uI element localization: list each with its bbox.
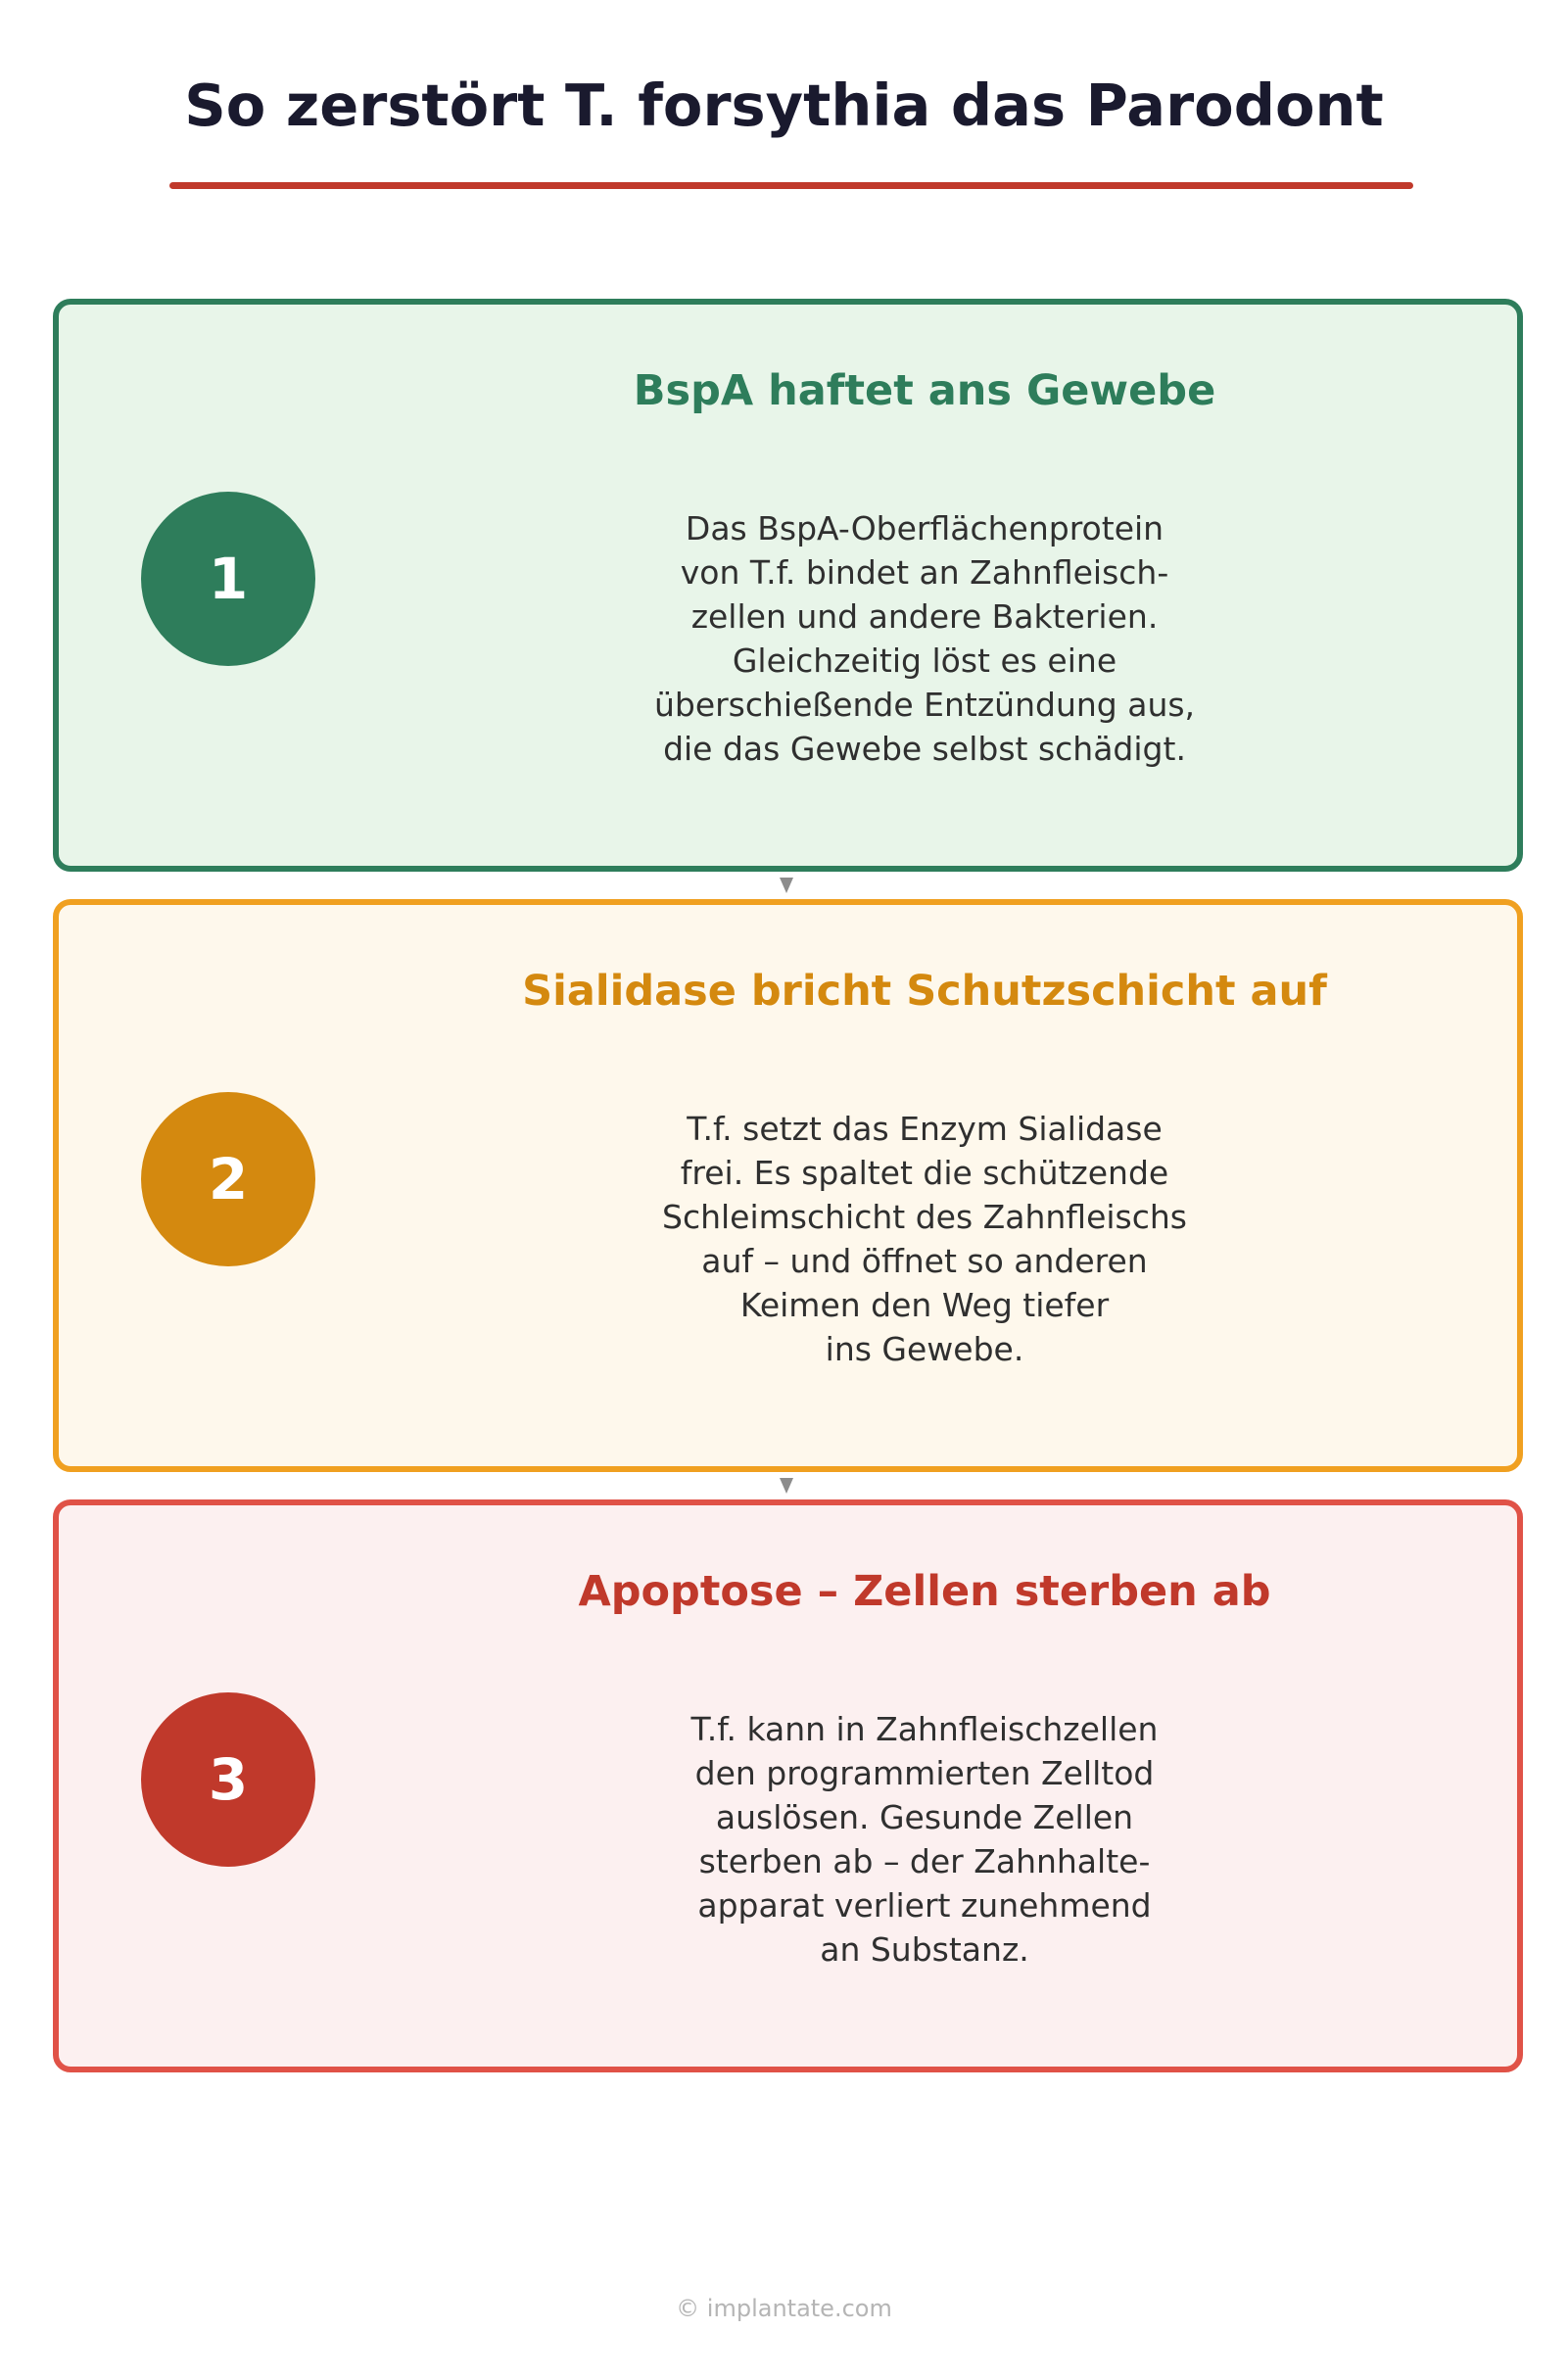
step-description-line: Das BspA-Oberflächenprotein — [685, 509, 1164, 547]
step-description — [332, 1107, 1517, 1371]
step-number-badge: 2 — [141, 1092, 315, 1266]
step-description-line: den programmierten Zelltod — [694, 1754, 1155, 1792]
step-number-badge: 3 — [141, 1692, 315, 1867]
step-description-line: Keimen den Weg tiefer — [739, 1286, 1110, 1324]
step-heading: BspA haftet ans Gewebe — [633, 366, 1216, 415]
copyright-footer: © implantate.com — [676, 2295, 892, 2322]
step-description-line: frei. Es spaltet die schützende — [680, 1154, 1169, 1192]
connector-arrow-1-2 — [780, 876, 793, 893]
step-description-line: T.f. kann in Zahnfleischzellen — [690, 1710, 1159, 1748]
step-description-line: apparat verliert zunehmend — [697, 1886, 1152, 1925]
step-card-2 — [53, 899, 1523, 1472]
step-description-line: zellen und andere Bakterien. — [690, 597, 1159, 636]
step-heading: Apoptose – Zellen sterben ab — [578, 1567, 1271, 1616]
step-description-line: Gleichzeitig löst es eine — [732, 642, 1117, 680]
step-description-line: die das Gewebe selbst schädigt. — [663, 730, 1186, 768]
step-description-line: auf – und öffnet so anderen — [701, 1242, 1148, 1280]
step-description-line: T.f. setzt das Enzym Sialidase — [687, 1110, 1163, 1148]
step-card-1 — [53, 299, 1523, 872]
step-description-line: ins Gewebe. — [825, 1330, 1024, 1368]
step-description-line: auslösen. Gesunde Zellen — [715, 1798, 1134, 1836]
step-description-line: von T.f. bindet an Zahnfleisch- — [680, 553, 1169, 592]
title-underline — [169, 182, 1413, 189]
step-description — [332, 506, 1517, 771]
step-description-line: an Substanz. — [820, 1930, 1029, 1969]
step-description — [332, 1707, 1517, 1972]
step-description-line: Schleimschicht des Zahnfleischs — [662, 1198, 1187, 1236]
step-heading: Sialidase bricht Schutzschicht auf — [522, 967, 1327, 1016]
step-card-3 — [53, 1499, 1523, 2072]
step-number-badge: 1 — [141, 492, 315, 666]
step-description-line: überschießende Entzündung aus, — [653, 686, 1196, 724]
page-title: So zerstört T. forsythia das Parodont — [184, 71, 1384, 139]
connector-arrow-2-3 — [780, 1476, 793, 1494]
step-description-line: sterben ab – der Zahnhalte- — [698, 1842, 1151, 1880]
